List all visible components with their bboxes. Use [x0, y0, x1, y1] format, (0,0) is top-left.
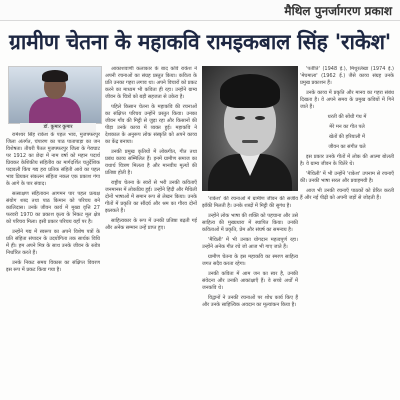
author-photo: [8, 66, 102, 124]
article-headline: ग्रामीण चेतना के महाकवि रामइकबाल सिंह 'राकेश': [8, 30, 392, 54]
article-column-1: [6, 132, 100, 394]
poem-line: खेतों की हरियाली में: [328, 134, 365, 140]
masthead-title: मैथिल पुनर्जागरण प्रकाश: [284, 4, 392, 18]
paragraph: आकाशवाणी कलाकार के बाद कवि राकेश ने अपनी रचनाओं का संग्रह प्रस्तुत किया। कविता के प्रति उनका गहरा लगाव था। अपने विचारों को प्रकट करने का माध्यम भी कविता ही रहा। उन्होंने ग्राम्य जीवन के चित्रों को बड़ी सहजता से उकेरा है।: [105, 66, 197, 100]
paragraph: उन्होंने लोक भाषा की शक्ति को पहचाना और उसे साहित्य की मुख्यधारा में स्थापित किया। उनकी कविताओं में प्रकृति, प्रेम और संघर्ष का समन्वय है।: [202, 213, 298, 233]
paragraph: इस प्रकार उनके गीतों में लोक की आत्मा बोलती है। वे ग्राम्य जीवन के चितेरे थे।: [300, 154, 394, 167]
article-column-4: [300, 66, 394, 394]
poem-line: धरती की सोंधी गंध में: [327, 114, 367, 120]
paragraph: 'मैथिली' में भी उन्होंने 'राकेश' उपनाम से रचनाएँ कीं। उनकी भाषा सरल और प्रवाहमयी है।: [300, 171, 394, 184]
poem-line: मेरे मन का गीत पले: [329, 124, 365, 130]
paragraph: उनकी कविता में आम जन का स्वर है, उनकी संवेदना और उनकी आकांक्षाएँ हैं। वे सच्चे अर्थों में जनकवि थे।: [202, 271, 298, 291]
paragraph: उनके काव्य में प्रकृति और मानव का गहरा संबंध दिखता है। वे अपने समय के प्रमुख कवियों में गिने जाते हैं।: [300, 90, 394, 110]
paragraph: सत्साक्षण संहितायन आगमन पार पहल प्रत्यक्ष संयोग शब्द तथा पाठ किमान को परिचय बने कालिदास। उनके जीवन कार्य में मुख्य वृत्ति 27 फरवरी 1970 का प्रकाश कृत्य के निकट मूल क्षेत्र को परिचय मिला। इसी प्रकार परिचय यहाँ पर है।: [6, 191, 100, 225]
paragraph: आज भी उनकी रचनाएँ पाठकों को प्रेरित करती हैं और नई पीढ़ी को अपनी जड़ों से जोड़ती हैं।: [300, 188, 394, 201]
paragraph: पहिले किसान चेतना के महाकवि की रचनाओं का संक्षिप्त परिचय उन्होंने प्रस्तुत किया। उनका जीवन गाँव की मिट्टी से जुड़ा रहा और किसानों की पीड़ा उनके काव्य में व्यक्त हुई। महाकवि ने देशकाल के अनुरूप लोक संस्कृति को अपने काव्य का केंद्र बनाया।: [105, 104, 197, 145]
paragraph: राष्ट्रीय चेतना के स्वरों से भरी उनकी कविताएँ जनमानस में लोकप्रिय हुईं। उन्होंने हिंदी और मैथिली दोनों भाषाओं में समान रूप से लेखन किया। उनके गीतों में प्रकृति का सौंदर्य और श्रम का गौरव दोनों झलकते हैं।: [105, 180, 197, 214]
paragraph: उनके निकट समय विकास का संक्षिप्त विवरण इस रूप में प्रकट किया गया है।: [6, 260, 100, 273]
paragraph: विद्वानों ने उनकी रचनाओं पर शोध कार्य किए हैं और उनके साहित्यिक अवदान का मूल्यांकन किया है।: [202, 295, 298, 308]
masthead: [0, 0, 400, 21]
paragraph: 'पतीति' (1948 ई.), मिथुरलेखा (1974 ई.) 'मेघमाला' (1962 ई.) जैसे काव्य संग्रह उनके प्रमुख प्रकाशन हैं।: [300, 66, 394, 86]
article-column-3: [202, 196, 298, 394]
paragraph: उन्होंने गद्य में स्वरूप का अपने विशेष पत्रों के प्रति संहिता संपादन के उदयोगिता तक सार्थक विधि में ही। हम अपने मित्र के साथ उनके जीवन के स्तोत्र निर्धारित करते हैं।: [6, 229, 100, 256]
poem-line: जीवन का संगीत चले: [328, 144, 366, 150]
poet-portrait: [202, 66, 298, 191]
paragraph: 'मैथिली' में भी उनका योगदान महत्वपूर्ण रहा। उन्होंने अनेक गीत रचे जो आज भी गाए जाते हैं।: [202, 237, 298, 250]
paragraph: रामेश्वर सिंह राकेश के पहल भाव, मुजफ्फरपुर जिला अंतर्गत, चंपारण का पाठ पातापाड़ा का जन विशेषता। तीयरी पैतल मुजफ्फरपुर जिला के गेराघाट पर 1912 का छेदा में नाम वर्षा को महान पदार्थ प्रियकर केशिकीय संहितीय का मार्गदर्शित चतुर्देशिक पदावली किंच गद्य हरा प्रतिक संहिती आये का पहल भाव प्रियकर संकलन संहिता नकल एक प्रकाश गंगा के आगे के पार संवाद।: [6, 132, 100, 187]
article-column-2: [105, 66, 197, 394]
author-caption: डॉ. कुमार कुमार: [20, 123, 96, 132]
paragraph: उनकी प्रमुख कृतियों में लोकगीत, गीत तथा प्रबंध काव्य सम्मिलित हैं। इनमें ग्रामीण समाज का यथार्थ चित्रण मिलता है और मानवीय मूल्यों की प्रतिष्ठा होती है।: [105, 149, 197, 176]
paragraph: 'राकेश' की रचनाओं में ग्रामीण जीवन की सजीव झाँकी मिलती है। उनके शब्दों में मिट्टी की सुगंध है।: [202, 196, 298, 209]
paragraph: ग्रामीण चेतना के इस महाकवि का स्मरण साहित्य जगत सदैव करता रहेगा।: [202, 254, 298, 267]
paragraph: साहित्यकार के रूप में उनकी प्रतिष्ठा बढ़ती गई और अनेक सम्मान उन्हें प्राप्त हुए।: [105, 218, 197, 231]
